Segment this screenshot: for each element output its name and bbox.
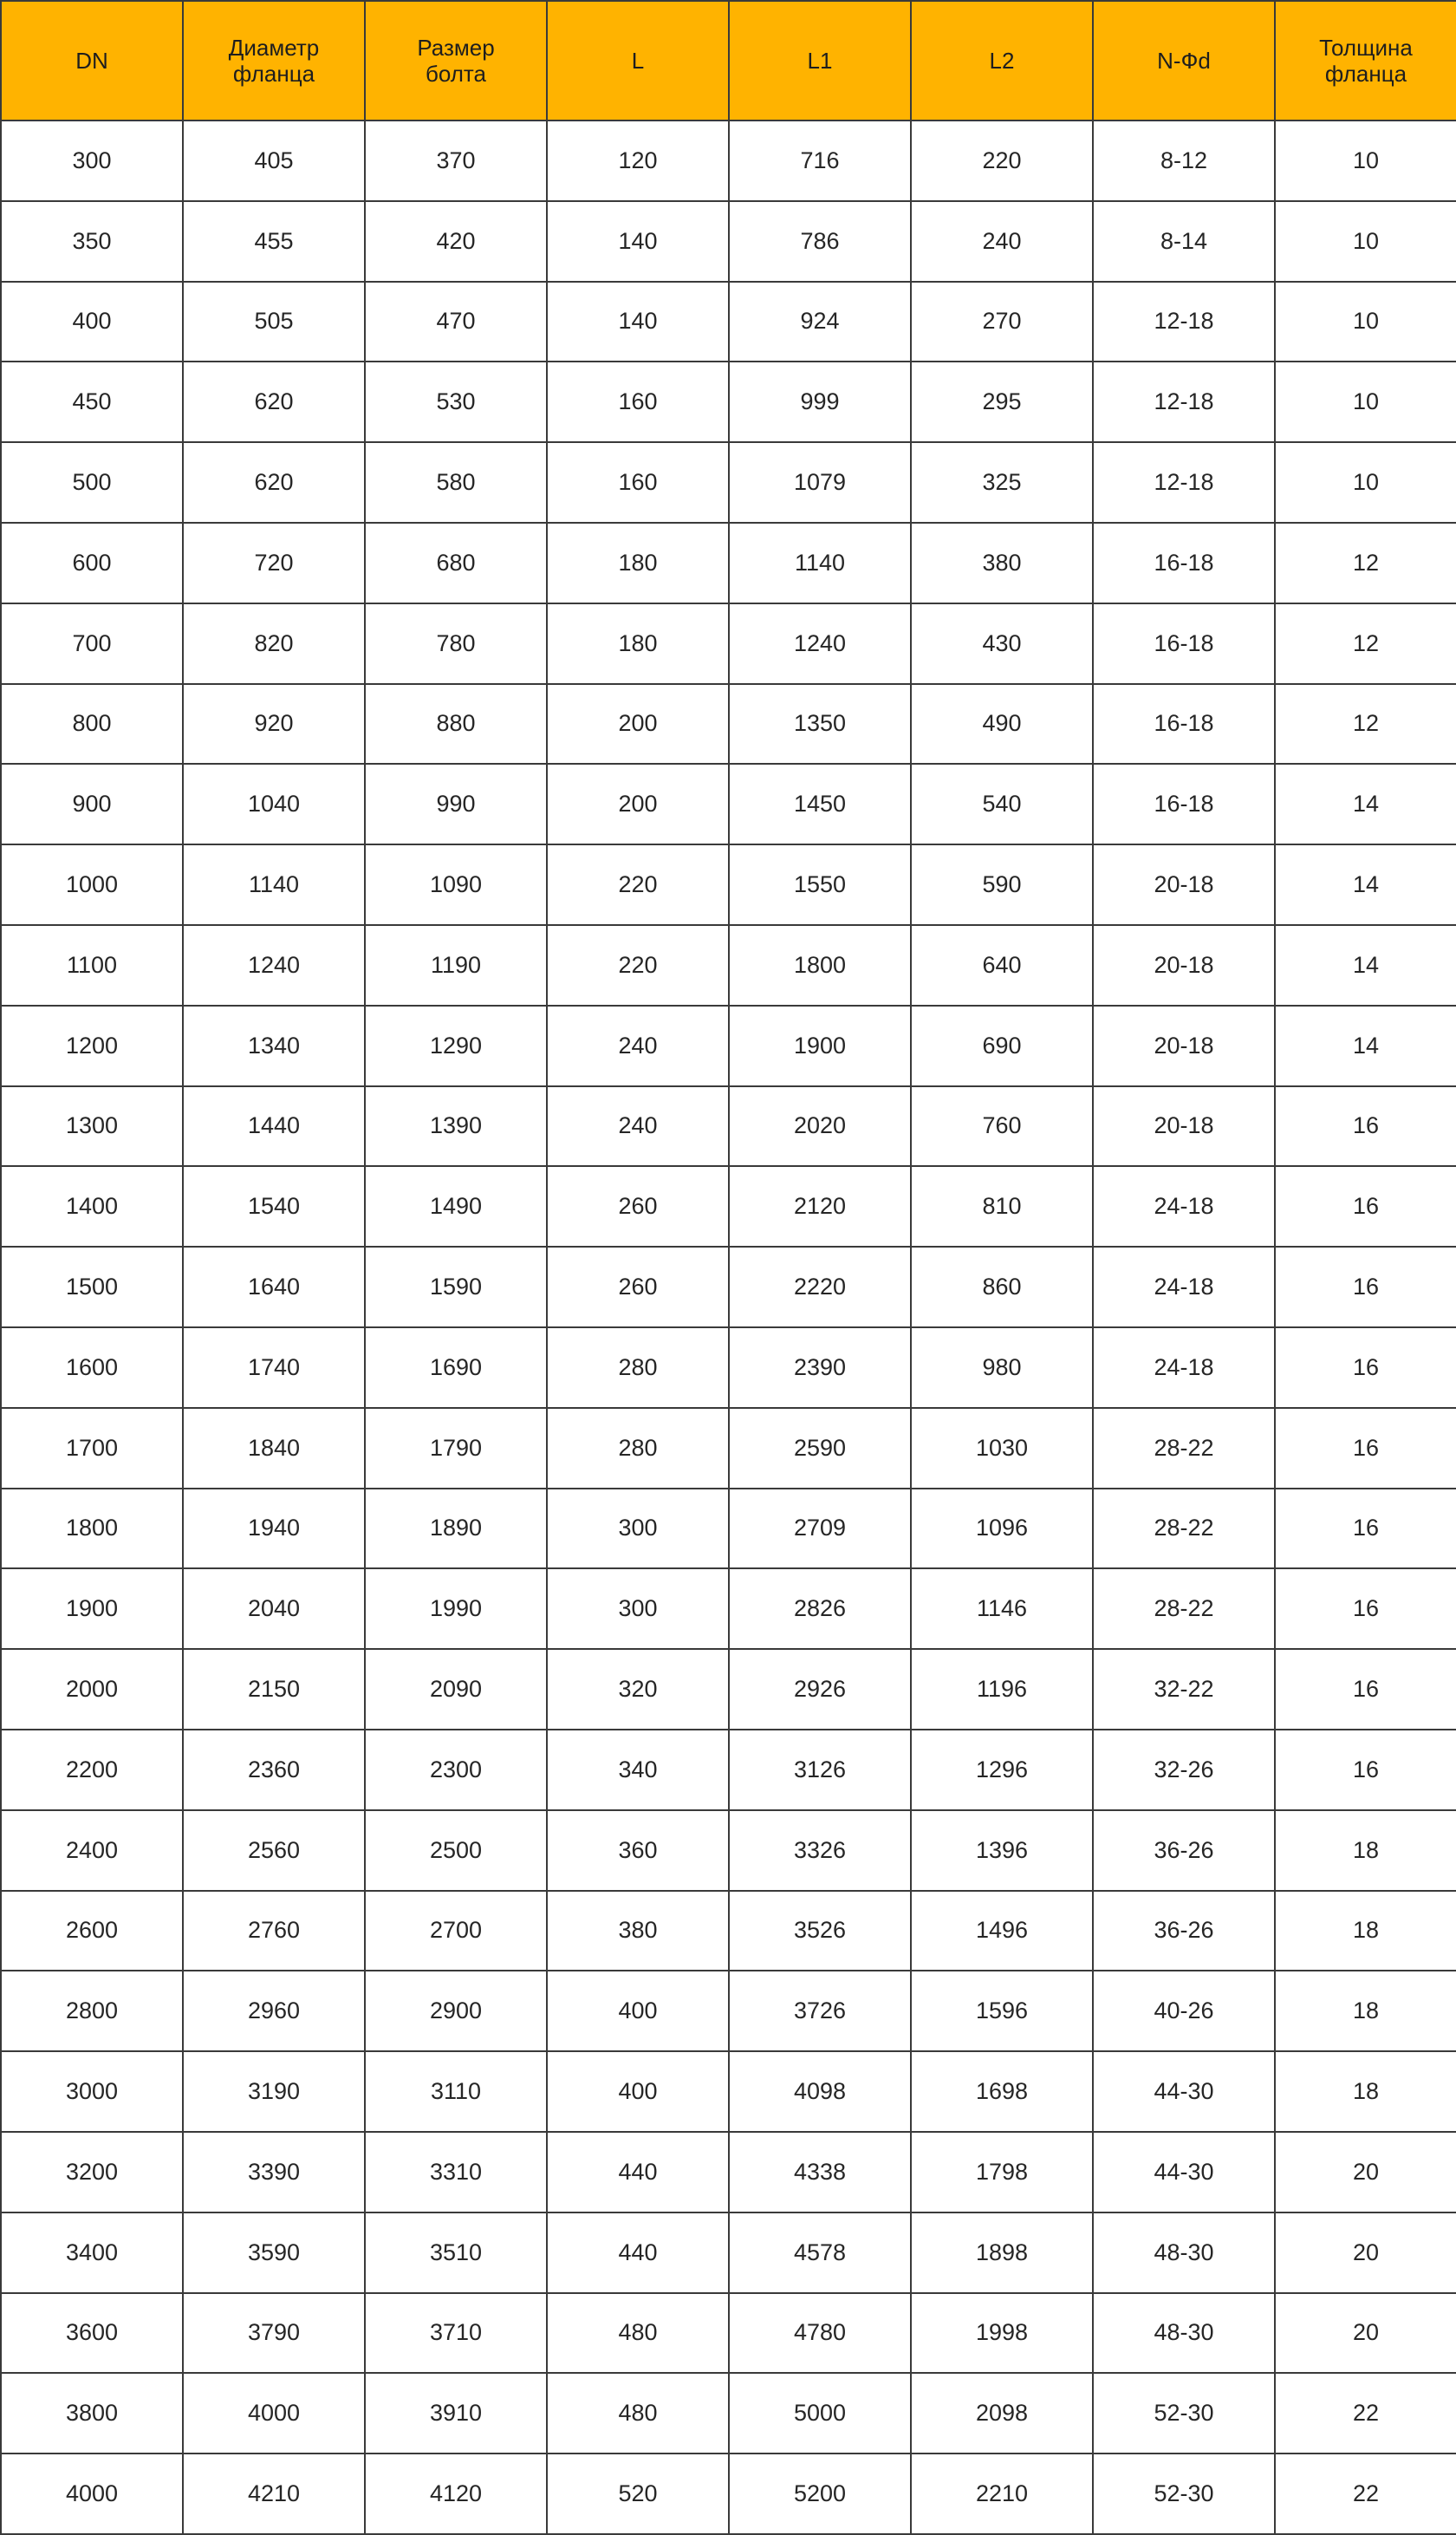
table-row xyxy=(1,2454,1456,2534)
table-cell: 1450 xyxy=(729,764,911,844)
table-cell: 820 xyxy=(183,603,365,684)
table-cell: 405 xyxy=(183,121,365,201)
table-cell: 1296 xyxy=(911,1730,1093,1810)
table-cell: 2826 xyxy=(729,1568,911,1649)
table-cell: 720 xyxy=(183,523,365,603)
table-cell: 300 xyxy=(547,1568,729,1649)
table-cell: 520 xyxy=(547,2454,729,2534)
table-cell: 3200 xyxy=(1,2132,183,2212)
table-row xyxy=(1,121,1456,201)
table-cell: 3800 xyxy=(1,2373,183,2454)
table-cell: 400 xyxy=(547,2051,729,2132)
table-cell: 16 xyxy=(1275,1247,1456,1327)
table-cell: 1640 xyxy=(183,1247,365,1327)
table-row xyxy=(1,1891,1456,1971)
table-cell: 350 xyxy=(1,201,183,282)
table-row xyxy=(1,523,1456,603)
table-cell: 620 xyxy=(183,442,365,523)
table-cell: 20-18 xyxy=(1093,1086,1275,1167)
table-cell: 2900 xyxy=(365,1971,547,2051)
table-cell: 1090 xyxy=(365,844,547,925)
table-cell: 12-18 xyxy=(1093,362,1275,442)
table-cell: 140 xyxy=(547,282,729,362)
table-cell: 48-30 xyxy=(1093,2212,1275,2293)
table-cell: 1900 xyxy=(1,1568,183,1649)
table-cell: 180 xyxy=(547,603,729,684)
table-cell: 430 xyxy=(911,603,1093,684)
table-cell: 3710 xyxy=(365,2293,547,2374)
table-cell: 16-18 xyxy=(1093,764,1275,844)
table-cell: 2090 xyxy=(365,1649,547,1730)
table-cell: 5000 xyxy=(729,2373,911,2454)
column-header-flange-diameter: Диаметр фланца xyxy=(183,1,365,121)
table-row xyxy=(1,1006,1456,1086)
table-cell: 1300 xyxy=(1,1086,183,1167)
table-cell: 1079 xyxy=(729,442,911,523)
table-cell: 1590 xyxy=(365,1247,547,1327)
table-cell: 780 xyxy=(365,603,547,684)
table-cell: 1800 xyxy=(1,1489,183,1569)
table-row xyxy=(1,2293,1456,2374)
table-cell: 4000 xyxy=(1,2454,183,2534)
column-header-flange-thickness: Толщина фланца xyxy=(1275,1,1456,121)
table-cell: 36-26 xyxy=(1093,1891,1275,1971)
table-cell: 700 xyxy=(1,603,183,684)
table-row xyxy=(1,1649,1456,1730)
table-cell: 1798 xyxy=(911,2132,1093,2212)
table-cell: 300 xyxy=(1,121,183,201)
table-cell: 22 xyxy=(1275,2373,1456,2454)
table-cell: 1400 xyxy=(1,1166,183,1247)
table-cell: 10 xyxy=(1275,442,1456,523)
table-cell: 1600 xyxy=(1,1327,183,1408)
table-cell: 36-26 xyxy=(1093,1810,1275,1891)
table-cell: 999 xyxy=(729,362,911,442)
table-cell: 52-30 xyxy=(1093,2454,1275,2534)
table-cell: 2200 xyxy=(1,1730,183,1810)
table-cell: 14 xyxy=(1275,925,1456,1006)
table-cell: 620 xyxy=(183,362,365,442)
table-row xyxy=(1,442,1456,523)
table-cell: 1790 xyxy=(365,1408,547,1489)
table-cell: 380 xyxy=(547,1891,729,1971)
table-row xyxy=(1,925,1456,1006)
table-cell: 380 xyxy=(911,523,1093,603)
table-cell: 2098 xyxy=(911,2373,1093,2454)
table-cell: 20-18 xyxy=(1093,844,1275,925)
table-cell: 2500 xyxy=(365,1810,547,1891)
table-cell: 4338 xyxy=(729,2132,911,2212)
table-cell: 1740 xyxy=(183,1327,365,1408)
table-cell: 360 xyxy=(547,1810,729,1891)
table-cell: 8-12 xyxy=(1093,121,1275,201)
table-cell: 16 xyxy=(1275,1166,1456,1247)
table-row xyxy=(1,1166,1456,1247)
column-header-l: L xyxy=(547,1,729,121)
table-cell: 3600 xyxy=(1,2293,183,2374)
table-cell: 10 xyxy=(1275,362,1456,442)
table-cell: 48-30 xyxy=(1093,2293,1275,2374)
table-cell: 1990 xyxy=(365,1568,547,1649)
table-cell: 1500 xyxy=(1,1247,183,1327)
table-cell: 280 xyxy=(547,1408,729,1489)
table-cell: 16 xyxy=(1275,1327,1456,1408)
table-cell: 420 xyxy=(365,201,547,282)
table-cell: 14 xyxy=(1275,764,1456,844)
table-cell: 220 xyxy=(547,925,729,1006)
table-cell: 1698 xyxy=(911,2051,1093,2132)
table-cell: 14 xyxy=(1275,844,1456,925)
table-cell: 1940 xyxy=(183,1489,365,1569)
table-row xyxy=(1,603,1456,684)
table-cell: 1700 xyxy=(1,1408,183,1489)
table-cell: 3390 xyxy=(183,2132,365,2212)
table-cell: 1690 xyxy=(365,1327,547,1408)
table-cell: 16 xyxy=(1275,1568,1456,1649)
table-row xyxy=(1,1408,1456,1489)
table-cell: 900 xyxy=(1,764,183,844)
table-cell: 1030 xyxy=(911,1408,1093,1489)
table-cell: 3726 xyxy=(729,1971,911,2051)
table-cell: 2220 xyxy=(729,1247,911,1327)
table-cell: 1800 xyxy=(729,925,911,1006)
table-cell: 440 xyxy=(547,2212,729,2293)
table-cell: 16-18 xyxy=(1093,523,1275,603)
table-cell: 4210 xyxy=(183,2454,365,2534)
table-cell: 1396 xyxy=(911,1810,1093,1891)
table-cell: 500 xyxy=(1,442,183,523)
table-cell: 340 xyxy=(547,1730,729,1810)
table-cell: 2040 xyxy=(183,1568,365,1649)
table-row xyxy=(1,1810,1456,1891)
table-cell: 24-18 xyxy=(1093,1327,1275,1408)
table-cell: 10 xyxy=(1275,201,1456,282)
table-cell: 2300 xyxy=(365,1730,547,1810)
table-cell: 1040 xyxy=(183,764,365,844)
table-row xyxy=(1,2051,1456,2132)
table-cell: 300 xyxy=(547,1489,729,1569)
column-header-dn: DN xyxy=(1,1,183,121)
table-row xyxy=(1,201,1456,282)
table-cell: 180 xyxy=(547,523,729,603)
table-cell: 280 xyxy=(547,1327,729,1408)
table-cell: 480 xyxy=(547,2373,729,2454)
table-cell: 16-18 xyxy=(1093,684,1275,765)
table-cell: 10 xyxy=(1275,282,1456,362)
table-cell: 160 xyxy=(547,442,729,523)
table-row xyxy=(1,684,1456,765)
table-cell: 12 xyxy=(1275,523,1456,603)
table-cell: 12-18 xyxy=(1093,442,1275,523)
table-cell: 1096 xyxy=(911,1489,1093,1569)
table-cell: 200 xyxy=(547,684,729,765)
table-cell: 8-14 xyxy=(1093,201,1275,282)
table-cell: 18 xyxy=(1275,1810,1456,1891)
table-cell: 690 xyxy=(911,1006,1093,1086)
table-cell: 4098 xyxy=(729,2051,911,2132)
table-cell: 2000 xyxy=(1,1649,183,1730)
table-cell: 24-18 xyxy=(1093,1247,1275,1327)
table-cell: 455 xyxy=(183,201,365,282)
table-cell: 370 xyxy=(365,121,547,201)
table-cell: 160 xyxy=(547,362,729,442)
table-cell: 3590 xyxy=(183,2212,365,2293)
table-cell: 1840 xyxy=(183,1408,365,1489)
table-cell: 540 xyxy=(911,764,1093,844)
table-cell: 400 xyxy=(1,282,183,362)
table-cell: 20 xyxy=(1275,2293,1456,2374)
table-cell: 1000 xyxy=(1,844,183,925)
table-cell: 1200 xyxy=(1,1006,183,1086)
table-cell: 990 xyxy=(365,764,547,844)
table-cell: 1240 xyxy=(183,925,365,1006)
table-cell: 18 xyxy=(1275,1971,1456,2051)
table-cell: 325 xyxy=(911,442,1093,523)
table-cell: 760 xyxy=(911,1086,1093,1167)
table-cell: 2400 xyxy=(1,1810,183,1891)
table-cell: 1596 xyxy=(911,1971,1093,2051)
table-cell: 1140 xyxy=(729,523,911,603)
table-cell: 2590 xyxy=(729,1408,911,1489)
table-cell: 5200 xyxy=(729,2454,911,2534)
table-cell: 3000 xyxy=(1,2051,183,2132)
table-cell: 924 xyxy=(729,282,911,362)
table-cell: 1340 xyxy=(183,1006,365,1086)
table-cell: 640 xyxy=(911,925,1093,1006)
table-cell: 2120 xyxy=(729,1166,911,1247)
table-cell: 120 xyxy=(547,121,729,201)
table-cell: 1540 xyxy=(183,1166,365,1247)
table-cell: 2709 xyxy=(729,1489,911,1569)
table-cell: 20-18 xyxy=(1093,925,1275,1006)
table-cell: 4120 xyxy=(365,2454,547,2534)
table-cell: 240 xyxy=(547,1006,729,1086)
table-row xyxy=(1,1247,1456,1327)
table-cell: 1440 xyxy=(183,1086,365,1167)
table-row xyxy=(1,1489,1456,1569)
table-cell: 1496 xyxy=(911,1891,1093,1971)
table-cell: 600 xyxy=(1,523,183,603)
table-cell: 20 xyxy=(1275,2132,1456,2212)
table-cell: 200 xyxy=(547,764,729,844)
table-row xyxy=(1,1086,1456,1167)
table-cell: 32-26 xyxy=(1093,1730,1275,1810)
table-cell: 16 xyxy=(1275,1086,1456,1167)
table-cell: 580 xyxy=(365,442,547,523)
table-cell: 28-22 xyxy=(1093,1568,1275,1649)
table-cell: 40-26 xyxy=(1093,1971,1275,2051)
table-cell: 1140 xyxy=(183,844,365,925)
table-cell: 860 xyxy=(911,1247,1093,1327)
table-cell: 260 xyxy=(547,1247,729,1327)
table-cell: 2600 xyxy=(1,1891,183,1971)
table-row xyxy=(1,1568,1456,1649)
table-cell: 16 xyxy=(1275,1489,1456,1569)
table-cell: 4780 xyxy=(729,2293,911,2374)
column-header-l1: L1 xyxy=(729,1,911,121)
table-cell: 1890 xyxy=(365,1489,547,1569)
table-row xyxy=(1,282,1456,362)
table-cell: 3310 xyxy=(365,2132,547,2212)
table-row xyxy=(1,844,1456,925)
table-cell: 3526 xyxy=(729,1891,911,1971)
table-cell: 3910 xyxy=(365,2373,547,2454)
table-row xyxy=(1,2132,1456,2212)
table-cell: 16 xyxy=(1275,1649,1456,1730)
table-row xyxy=(1,1730,1456,1810)
table-cell: 1490 xyxy=(365,1166,547,1247)
table-row xyxy=(1,764,1456,844)
table-cell: 1196 xyxy=(911,1649,1093,1730)
table-cell: 450 xyxy=(1,362,183,442)
table-cell: 2960 xyxy=(183,1971,365,2051)
table-cell: 260 xyxy=(547,1166,729,1247)
table-cell: 28-22 xyxy=(1093,1408,1275,1489)
table-cell: 3326 xyxy=(729,1810,911,1891)
table-cell: 32-22 xyxy=(1093,1649,1275,1730)
table-cell: 24-18 xyxy=(1093,1166,1275,1247)
table-cell: 240 xyxy=(547,1086,729,1167)
table-cell: 220 xyxy=(911,121,1093,201)
table-cell: 44-30 xyxy=(1093,2051,1275,2132)
table-cell: 20-18 xyxy=(1093,1006,1275,1086)
table-cell: 1350 xyxy=(729,684,911,765)
header-row xyxy=(1,1,1456,121)
table-row xyxy=(1,1971,1456,2051)
table-cell: 3400 xyxy=(1,2212,183,2293)
table-cell: 1390 xyxy=(365,1086,547,1167)
table-cell: 220 xyxy=(547,844,729,925)
table-cell: 980 xyxy=(911,1327,1093,1408)
table-row xyxy=(1,1327,1456,1408)
column-header-n-fd: N-Фd xyxy=(1093,1,1275,121)
table-row xyxy=(1,362,1456,442)
table-cell: 240 xyxy=(911,201,1093,282)
table-cell: 716 xyxy=(729,121,911,201)
table-cell: 320 xyxy=(547,1649,729,1730)
table-cell: 680 xyxy=(365,523,547,603)
table-cell: 440 xyxy=(547,2132,729,2212)
table-cell: 18 xyxy=(1275,1891,1456,1971)
table-cell: 1290 xyxy=(365,1006,547,1086)
table-cell: 4000 xyxy=(183,2373,365,2454)
table-cell: 920 xyxy=(183,684,365,765)
table-cell: 1898 xyxy=(911,2212,1093,2293)
table-cell: 1900 xyxy=(729,1006,911,1086)
table-cell: 1998 xyxy=(911,2293,1093,2374)
table-cell: 2760 xyxy=(183,1891,365,1971)
table-cell: 2390 xyxy=(729,1327,911,1408)
table-cell: 52-30 xyxy=(1093,2373,1275,2454)
table-body xyxy=(1,121,1456,2534)
table-cell: 3190 xyxy=(183,2051,365,2132)
table-cell: 44-30 xyxy=(1093,2132,1275,2212)
table-cell: 1100 xyxy=(1,925,183,1006)
table-cell: 3110 xyxy=(365,2051,547,2132)
table-cell: 1190 xyxy=(365,925,547,1006)
table-row xyxy=(1,2373,1456,2454)
table-cell: 12 xyxy=(1275,603,1456,684)
table-cell: 786 xyxy=(729,201,911,282)
table-cell: 3790 xyxy=(183,2293,365,2374)
table-cell: 590 xyxy=(911,844,1093,925)
table-cell: 295 xyxy=(911,362,1093,442)
table-cell: 480 xyxy=(547,2293,729,2374)
table-cell: 16 xyxy=(1275,1408,1456,1489)
table-cell: 810 xyxy=(911,1166,1093,1247)
table-cell: 1146 xyxy=(911,1568,1093,1649)
table-cell: 400 xyxy=(547,1971,729,2051)
table-cell: 800 xyxy=(1,684,183,765)
table-cell: 14 xyxy=(1275,1006,1456,1086)
table-cell: 880 xyxy=(365,684,547,765)
table-cell: 270 xyxy=(911,282,1093,362)
table-cell: 12 xyxy=(1275,684,1456,765)
table-cell: 530 xyxy=(365,362,547,442)
table-cell: 470 xyxy=(365,282,547,362)
table-cell: 490 xyxy=(911,684,1093,765)
table-cell: 22 xyxy=(1275,2454,1456,2534)
table-cell: 1240 xyxy=(729,603,911,684)
table-cell: 2800 xyxy=(1,1971,183,2051)
table-cell: 140 xyxy=(547,201,729,282)
table-cell: 2560 xyxy=(183,1810,365,1891)
table-cell: 505 xyxy=(183,282,365,362)
table-cell: 3126 xyxy=(729,1730,911,1810)
table-cell: 12-18 xyxy=(1093,282,1275,362)
table-cell: 4578 xyxy=(729,2212,911,2293)
table-cell: 28-22 xyxy=(1093,1489,1275,1569)
table-row xyxy=(1,2212,1456,2293)
table-cell: 2926 xyxy=(729,1649,911,1730)
table-cell: 2700 xyxy=(365,1891,547,1971)
table-cell: 1550 xyxy=(729,844,911,925)
table-cell: 2150 xyxy=(183,1649,365,1730)
table-cell: 18 xyxy=(1275,2051,1456,2132)
table-cell: 2020 xyxy=(729,1086,911,1167)
table-cell: 16-18 xyxy=(1093,603,1275,684)
table-cell: 20 xyxy=(1275,2212,1456,2293)
column-header-l2: L2 xyxy=(911,1,1093,121)
table-header xyxy=(1,1,1456,121)
table-cell: 2360 xyxy=(183,1730,365,1810)
column-header-bolt-size: Размер болта xyxy=(365,1,547,121)
table-cell: 10 xyxy=(1275,121,1456,201)
table-cell: 3510 xyxy=(365,2212,547,2293)
table-cell: 2210 xyxy=(911,2454,1093,2534)
table-cell: 16 xyxy=(1275,1730,1456,1810)
